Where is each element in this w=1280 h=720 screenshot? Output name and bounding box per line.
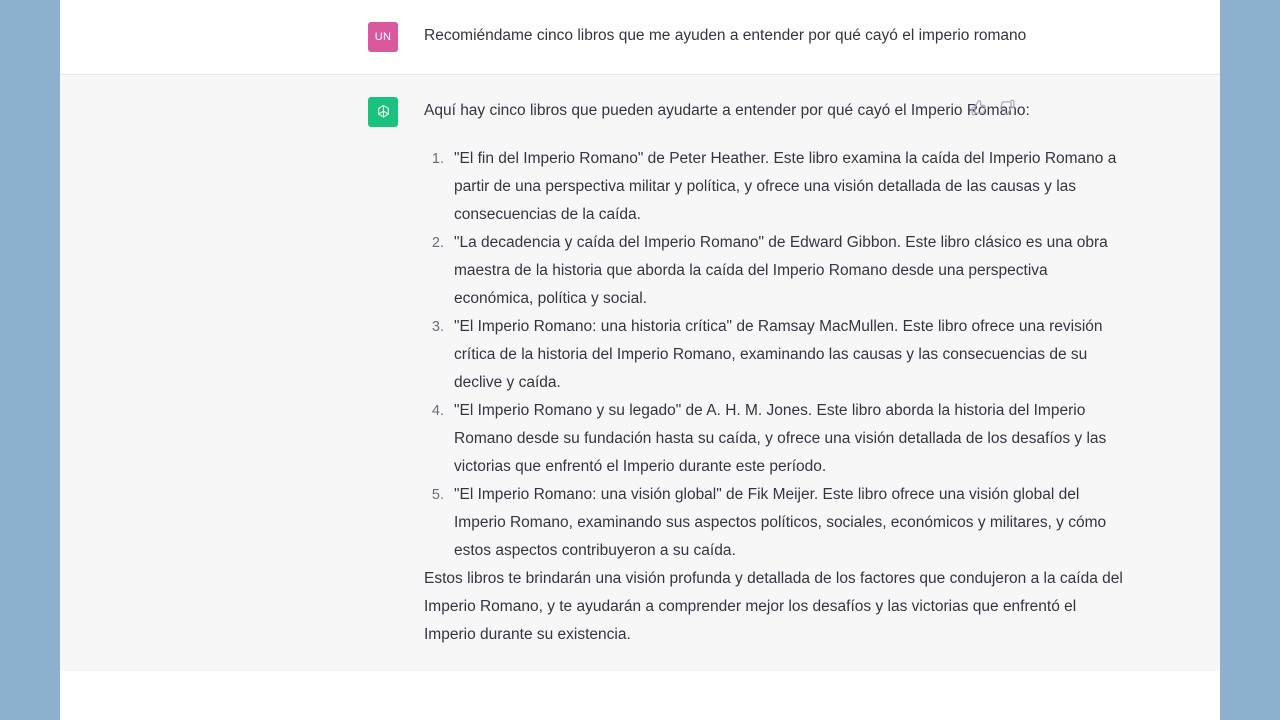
list-item: 5. "El Imperio Romano: una visión global" de Fik Meijer. Este libro ofrece una visión global del Imperio Romano, examinando sus aspectos políticos, sociales, económicos y militares, y cómo estos aspectos contribuyeron a su caída. <box>448 481 1128 565</box>
message-user-inner <box>152 0 1128 74</box>
book-recommendation-list <box>424 145 1128 565</box>
openai-logo-icon <box>374 103 393 122</box>
list-item: 1. "El fin del Imperio Romano" de Peter Heather. Este libro examina la caída del Imperio Romano a partir de una perspectiva militar y política, y ofrece una visión detallada de las causas y las consecuencias de la caída. <box>448 145 1128 229</box>
message-user-text: Recomiéndame cinco libros que me ayuden a entender por qué cayó el imperio romano <box>424 27 1027 44</box>
avatar-assistant <box>368 97 398 127</box>
list-item: 2. "La decadencia y caída del Imperio Romano" de Edward Gibbon. Este libro clásico es una obra maestra de la historia que aborda la caída del Imperio Romano desde una perspectiva económica, política y social. <box>448 229 1128 313</box>
message-assistant-body <box>398 97 1128 649</box>
assistant-closing-text: Estos libros te brindarán una visión profunda y detallada de los factores que condujeron a la caída del Imperio Romano, y te ayudarán a comprender mejor los desafíos y las victorias que enfrentó el Imperio durante su existencia. <box>424 570 1123 643</box>
chat-window <box>60 0 1220 720</box>
conversation-thread <box>60 0 1220 671</box>
message-user <box>60 0 1220 75</box>
assistant-intro-text: Aquí hay cinco libros que pueden ayudarte a entender por qué cayó el Imperio Romano: <box>424 102 1030 119</box>
message-assistant-inner <box>152 75 1128 671</box>
avatar-user: UN <box>368 22 398 52</box>
list-item: 3. "El Imperio Romano: una historia crítica" de Ramsay MacMullen. Este libro ofrece una revisión crítica de la historia del Imperio Romano, examinando las causas y las consecuencias de su declive y caída. <box>448 313 1128 397</box>
list-item: 4. "El Imperio Romano y su legado" de A. H. M. Jones. Este libro aborda la historia del Imperio Romano desde su fundación hasta su caída, y ofrece una visión detallada de los desafíos y las victorias que enfrentó el Imperio durante este período. <box>448 397 1128 481</box>
thumb-up-icon[interactable] <box>970 99 987 116</box>
feedback-controls <box>970 99 1016 116</box>
message-assistant <box>60 75 1220 671</box>
message-user-body <box>398 22 1128 50</box>
thumb-down-icon[interactable] <box>999 99 1016 116</box>
